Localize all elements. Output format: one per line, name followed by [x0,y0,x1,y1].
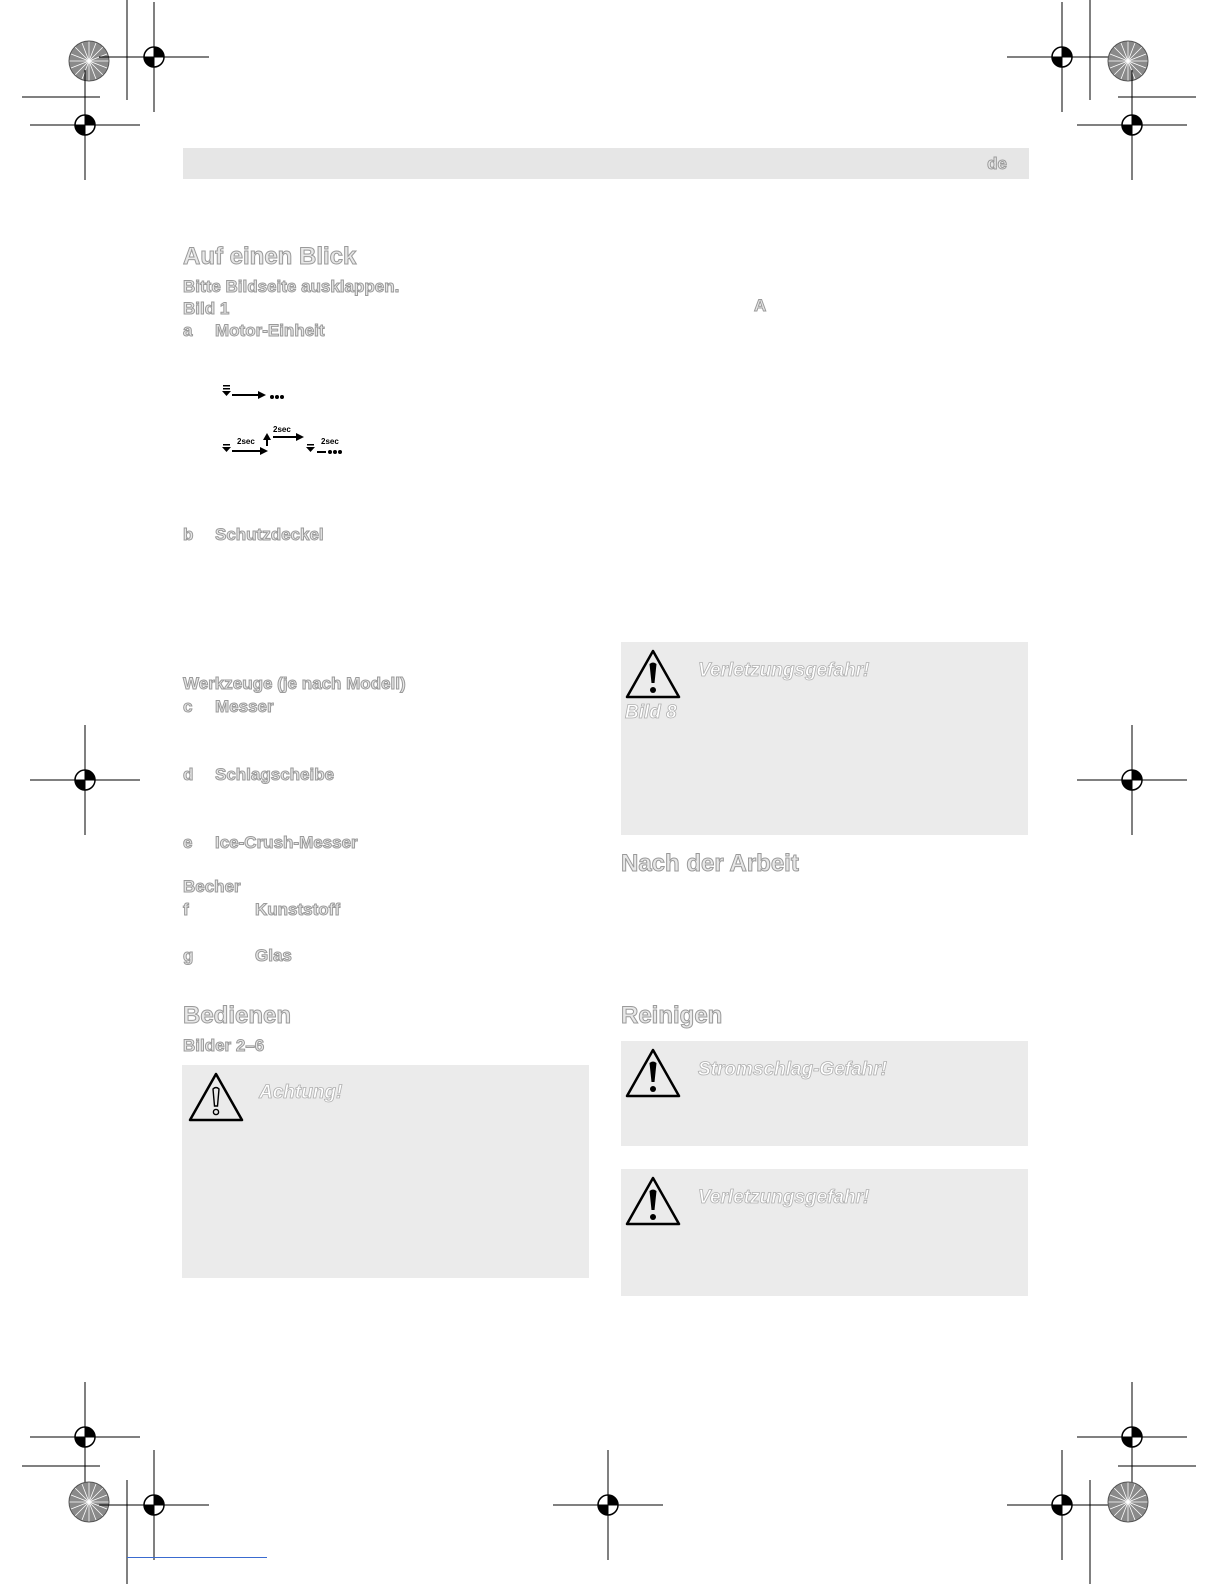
electric-shock-warning-box [621,1041,1028,1146]
caution-icon [187,1071,245,1123]
warning-icon [624,1047,682,1099]
diagram-label-2sec-a: 2sec [237,437,255,446]
item-label-knife: Messer [215,697,274,716]
header-bar [183,148,1029,179]
item-letter-c: c [183,697,193,716]
overview-subtitle: Bitte Bildseite ausklappen. [183,277,400,296]
injury-warning-box-2 [621,1169,1028,1296]
marker-A: A [754,296,767,315]
item-label-glass: Glas [255,946,292,965]
cups-title: Becher [183,877,241,896]
injury-warning-box-1 [621,642,1028,835]
item-label-motor-unit: Motor-Einheit [215,321,325,340]
caution-box [182,1065,589,1278]
warning-icon [624,1175,682,1227]
caution-title: Achtung! [259,1082,343,1103]
item-letter-f: f [183,900,189,919]
section-title-operate: Bedienen [183,1002,292,1029]
item-label-protective-lid: Schutzdeckel [215,525,324,544]
overview-figure-ref: Bild 1 [183,299,230,318]
diagram-label-2sec-b: 2sec [273,425,291,434]
section-title-after-work: Nach der Arbeit [621,850,799,877]
tools-title: Werkzeuge (je nach Modell) [183,674,406,693]
injury-warning-title-2: Verletzungsgefahr! [698,1187,870,1208]
item-label-whisk-disc: Schlagscheibe [215,765,335,784]
item-label-plastic: Kunststoff [255,900,340,919]
section-title-cleaning: Reinigen [621,1002,723,1029]
language-code: de [987,154,1007,173]
injury-warning-figure-ref: Bild 8 [625,702,677,723]
continuous-mode-diagram [222,385,284,399]
warning-icon [624,648,682,700]
item-letter-b: b [183,525,194,544]
operate-figure-ref: Bilder 2–6 [183,1036,265,1055]
speed-mode-diagram [220,380,360,460]
injury-warning-title-1: Verletzungsgefahr! [698,660,870,681]
item-label-ice-crush-knife: Ice-Crush-Messer [215,833,358,852]
section-title-overview: Auf einen Blick [183,243,357,270]
electric-shock-warning-title: Stromschlag-Gefahr! [698,1059,887,1080]
item-letter-d: d [183,765,194,784]
diagram-label-2sec-c: 2sec [321,437,339,446]
page-edge-line [127,1557,267,1558]
item-letter-a: a [183,321,193,340]
item-letter-e: e [183,833,193,852]
item-letter-g: g [183,946,194,965]
